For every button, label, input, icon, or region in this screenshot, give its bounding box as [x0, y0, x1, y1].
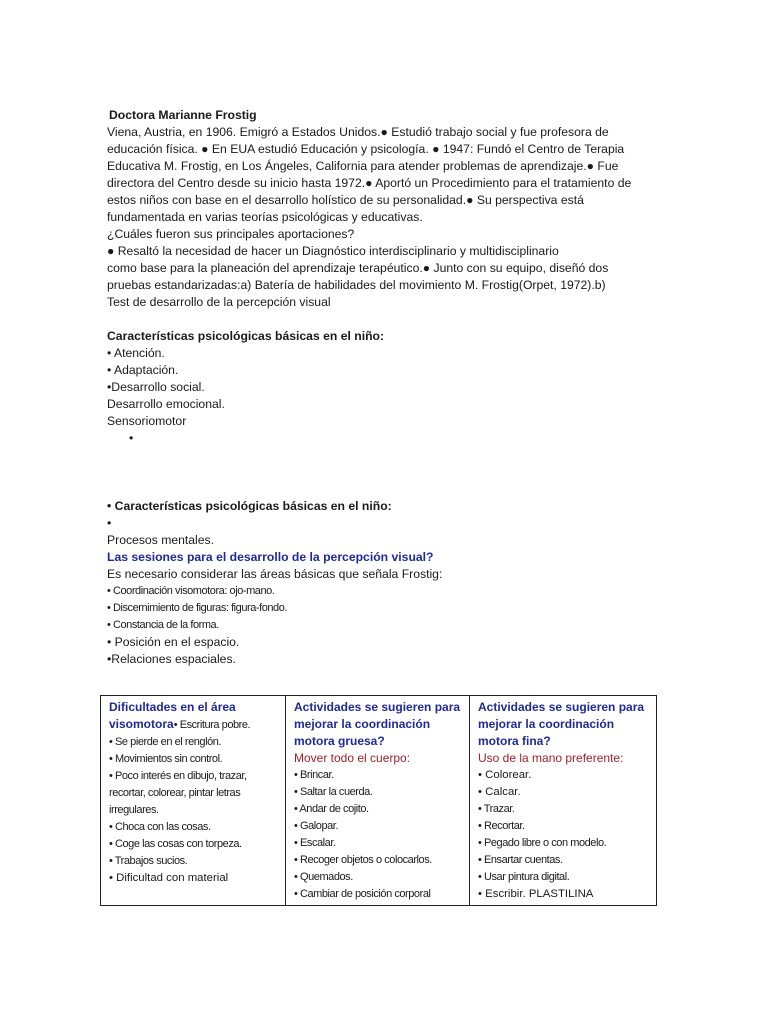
column-header: Dificultades en el área [109, 700, 236, 714]
list-item: • Trazar. [478, 803, 515, 815]
list-item: • Ensartar cuentas. [478, 854, 563, 866]
list-item: • Brincar. [294, 769, 334, 781]
bio-line: Test de desarrollo de la percepción visual [107, 295, 331, 309]
list-item: • Recoger objetos o colocarlos. [294, 854, 432, 866]
list-item: • Poco interés en dibujo, trazar, [109, 770, 247, 782]
column-header: Actividades se sugieren para [294, 700, 461, 714]
area-item: • Constancia de la forma. [107, 619, 219, 631]
list-item: • Escribir. PLASTILINA [478, 888, 594, 900]
list-item: • Usar pintura digital. [478, 871, 570, 883]
activities-table [100, 695, 657, 906]
bio-paragraph [107, 124, 637, 311]
list-item: • Recortar. [478, 820, 525, 832]
column-subheader: Mover todo el cuerpo: [294, 751, 411, 765]
list-item: • Galopar. [294, 820, 338, 832]
table-row [101, 696, 657, 906]
list-item: • Quemados. [294, 871, 353, 883]
column-subheader: Uso de la mano preferente: [478, 751, 624, 765]
section-characteristics-1 [107, 328, 637, 447]
empty-bullet: • [107, 516, 112, 530]
column-header: Actividades se sugieren para [478, 700, 645, 714]
bio-line: Educativa M. Frostig, en Los Ángeles, California para atender problemas de aprendizaje.● Fue [107, 159, 619, 173]
bio-line: estos niños con base en el desarrollo holístico de su personalidad.● Su perspectiva está [107, 193, 584, 207]
column-header: mejorar la coordinación [294, 717, 431, 731]
document-body [107, 107, 637, 668]
area-item: •Relaciones espaciales. [107, 652, 236, 666]
table-cell-gross-motor [286, 696, 470, 906]
list-item: • Trabajos sucios. [109, 855, 188, 867]
list-item: • Adaptación. [107, 363, 179, 377]
list-item: recortar, colorear, pintar letras [109, 787, 241, 799]
table-cell-fine-motor [470, 696, 657, 906]
section-heading: • Características psicológicas básicas en el niño: [107, 499, 392, 513]
column-header-line [109, 716, 280, 734]
list-item: • Coge las cosas con torpeza. [109, 838, 242, 850]
empty-bullet: • [129, 431, 134, 445]
list-item: Desarrollo emocional. [107, 397, 225, 411]
list-item: • Dificultad con material [109, 872, 229, 884]
list-item: • Calcar. [478, 786, 521, 798]
list-item: • Andar de cojito. [294, 803, 369, 815]
list-item: • Escritura pobre. [173, 719, 251, 731]
area-item: • Posición en el espacio. [107, 635, 240, 649]
doc-title: Doctora Marianne Frostig [109, 108, 257, 122]
section-question: Las sesiones para el desarrollo de la percepción visual? [107, 550, 434, 564]
list-item: • Atención. [107, 346, 165, 360]
list-item: • Colorear. [478, 769, 532, 781]
bio-line: ● Resaltó la necesidad de hacer un Diagnóstico interdisciplinario y multidisciplinario [107, 244, 559, 258]
bio-line: como base para la planeación del aprendizaje terapéutico.● Junto con su equipo, diseñó dos [107, 261, 609, 275]
column-header: motora fina? [478, 734, 551, 748]
list-item: irregulares. [109, 804, 159, 816]
list-item: • Movimientos sin control. [109, 753, 223, 765]
bio-line: educación física. ● En EUA estudió Educación y psicología. ● 1947: Fundó el Centro de Terapia [107, 142, 625, 156]
table-cell-difficulties [101, 696, 286, 906]
section-intro: Es necesario considerar las áreas básicas que señala Frostig: [107, 567, 443, 581]
list-item: Procesos mentales. [107, 533, 215, 547]
list-item: •Desarrollo social. [107, 380, 205, 394]
section-heading: Características psicológicas básicas en el niño: [107, 329, 385, 343]
list-item: • Se pierde en el renglón. [109, 736, 222, 748]
list-item: • Cambiar de posición corporal [294, 888, 431, 900]
column-header-bold: visomotora [109, 717, 174, 731]
column-header: motora gruesa? [294, 734, 385, 748]
area-item: • Discernimiento de figuras: figura-fondo. [107, 602, 287, 614]
list-item: • Escalar. [294, 837, 336, 849]
bio-line: Viena, Austria, en 1906. Emigró a Estados Unidos.● Estudió trabajo social y fue profesora de [107, 125, 609, 139]
bio-question: ¿Cuáles fueron sus principales aportaciones? [107, 227, 355, 241]
list-item: Sensoriomotor [107, 414, 187, 428]
bio-line: pruebas estandarizadas:a) Batería de habilidades del movimiento M. Frostig(Orpet, 1972).b) [107, 278, 606, 292]
list-item: • Saltar la cuerda. [294, 786, 373, 798]
area-item: • Coordinación visomotora: ojo-mano. [107, 585, 275, 597]
section-characteristics-2 [107, 498, 637, 668]
list-item: • Choca con las cosas. [109, 821, 211, 833]
bio-line: fundamentada en varias teorías psicológicas y educativas. [107, 210, 423, 224]
list-item: • Pegado libre o con modelo. [478, 837, 607, 849]
bio-line: directora del Centro desde su inicio hasta 1972.● Aportó un Procedimiento para el tratamiento de [107, 176, 632, 190]
column-header: mejorar la coordinación [478, 717, 615, 731]
